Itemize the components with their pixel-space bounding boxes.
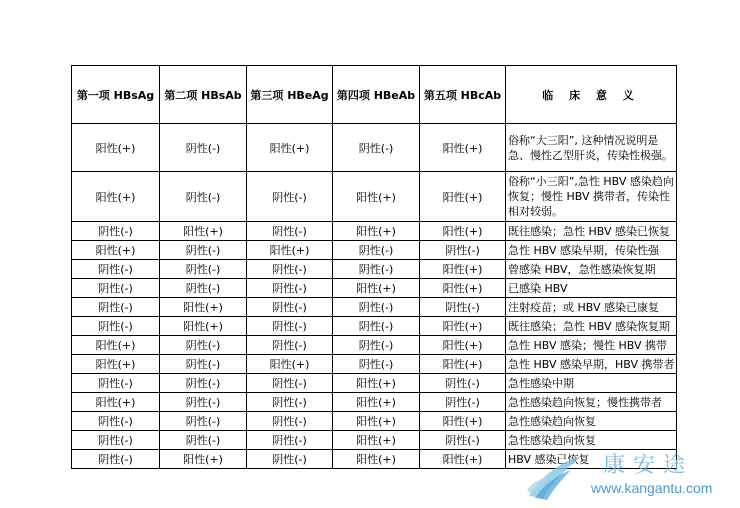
marker-result-cell: 阳性(+) xyxy=(420,317,506,336)
marker-result-cell: 阳性(+) xyxy=(333,222,420,241)
marker-result-cell: 阴性(-) xyxy=(72,374,160,393)
marker-result-cell: 阴性(-) xyxy=(247,336,333,355)
marker-result-cell: 阳性(+) xyxy=(247,355,333,374)
marker-result-cell: 阴性(-) xyxy=(72,222,160,241)
marker-result-cell: 阴性(-) xyxy=(247,393,333,412)
watermark-brand: 康安途 xyxy=(603,453,694,478)
marker-result-cell: 阳性(+) xyxy=(333,431,420,450)
marker-result-cell: 阴性(-) xyxy=(72,260,160,279)
marker-result-cell: 阳性(+) xyxy=(420,355,506,374)
marker-result-cell: 阴性(-) xyxy=(420,298,506,317)
marker-result-cell: 阴性(-) xyxy=(333,124,420,172)
table-row xyxy=(72,393,677,412)
table-row xyxy=(72,317,677,336)
marker-result-cell: 阳性(+) xyxy=(72,241,160,260)
clinical-meaning-cell: 已感染 HBV xyxy=(506,279,677,298)
marker-result-cell: 阴性(-) xyxy=(160,374,247,393)
table-row xyxy=(72,124,677,172)
table-row xyxy=(72,222,677,241)
marker-result-cell: 阴性(-) xyxy=(160,260,247,279)
marker-result-cell: 阳性(+) xyxy=(333,412,420,431)
clinical-meaning-cell: 急性感染趋向恢复 xyxy=(506,431,677,450)
marker-result-cell: 阴性(-) xyxy=(160,412,247,431)
header-hbsab: 第二项 HBsAb xyxy=(160,66,247,124)
marker-result-cell: 阴性(-) xyxy=(420,374,506,393)
clinical-meaning-cell: 既往感染；急性 HBV 感染恢复期 xyxy=(506,317,677,336)
header-clinical-meaning: 临 床 意 义 xyxy=(506,66,677,124)
watermark-url: www.kangantu.com xyxy=(591,480,713,496)
marker-result-cell: 阴性(-) xyxy=(247,222,333,241)
marker-result-cell: 阳性(+) xyxy=(333,450,420,469)
marker-result-cell: 阴性(-) xyxy=(247,172,333,222)
clinical-meaning-cell: 急性感染中期 xyxy=(506,374,677,393)
marker-result-cell: 阴性(-) xyxy=(160,279,247,298)
table-header-row xyxy=(72,66,677,124)
marker-result-cell: 阴性(-) xyxy=(160,393,247,412)
marker-result-cell: 阴性(-) xyxy=(247,260,333,279)
marker-result-cell: 阳性(+) xyxy=(420,222,506,241)
marker-result-cell: 阴性(-) xyxy=(247,431,333,450)
marker-result-cell: 阴性(-) xyxy=(247,298,333,317)
table-row xyxy=(72,279,677,298)
marker-result-cell: 阴性(-) xyxy=(247,279,333,298)
table-row xyxy=(72,298,677,317)
hbv-marker-table xyxy=(71,65,677,469)
header-hbcab: 第五项 HBcAb xyxy=(420,66,506,124)
clinical-meaning-cell: 急性 HBV 感染；慢性 HBV 携带 xyxy=(506,336,677,355)
marker-result-cell: 阴性(-) xyxy=(420,431,506,450)
kangantu-watermark xyxy=(525,448,735,504)
clinical-meaning-cell: 俗称“大三阳”, 这种情况说明是急、慢性乙型肝炎，传染性极强。 xyxy=(506,124,677,172)
marker-result-cell: 阴性(-) xyxy=(160,241,247,260)
marker-result-cell: 阳性(+) xyxy=(247,241,333,260)
marker-result-cell: 阳性(+) xyxy=(420,412,506,431)
marker-result-cell: 阴性(-) xyxy=(72,431,160,450)
marker-result-cell: 阴性(-) xyxy=(72,412,160,431)
marker-result-cell: 阳性(+) xyxy=(420,450,506,469)
table-row xyxy=(72,412,677,431)
marker-result-cell: 阳性(+) xyxy=(333,172,420,222)
marker-result-cell: 阴性(-) xyxy=(333,336,420,355)
marker-result-cell: 阳性(+) xyxy=(72,172,160,222)
marker-result-cell: 阴性(-) xyxy=(333,298,420,317)
marker-result-cell: 阴性(-) xyxy=(72,317,160,336)
marker-result-cell: 阳性(+) xyxy=(420,172,506,222)
clinical-meaning-cell: HBV 感染已恢复 xyxy=(506,450,677,469)
marker-result-cell: 阴性(-) xyxy=(333,317,420,336)
marker-result-cell: 阴性(-) xyxy=(333,355,420,374)
marker-result-cell: 阳性(+) xyxy=(247,124,333,172)
marker-result-cell: 阳性(+) xyxy=(420,279,506,298)
marker-result-cell: 阳性(+) xyxy=(333,279,420,298)
marker-result-cell: 阳性(+) xyxy=(420,336,506,355)
header-hbeab: 第四项 HBeAb xyxy=(333,66,420,124)
clinical-meaning-cell: 急性 HBV 感染早期，传染性强 xyxy=(506,241,677,260)
marker-result-cell: 阳性(+) xyxy=(72,124,160,172)
marker-result-cell: 阴性(-) xyxy=(160,124,247,172)
marker-result-cell: 阴性(-) xyxy=(333,241,420,260)
header-hbsag: 第一项 HBsAg xyxy=(72,66,160,124)
clinical-meaning-cell: 既往感染；急性 HBV 感染已恢复 xyxy=(506,222,677,241)
marker-result-cell: 阳性(+) xyxy=(420,260,506,279)
marker-result-cell: 阳性(+) xyxy=(160,222,247,241)
table-row xyxy=(72,241,677,260)
marker-result-cell: 阳性(+) xyxy=(333,374,420,393)
marker-result-cell: 阴性(-) xyxy=(247,317,333,336)
marker-result-cell: 阴性(-) xyxy=(72,279,160,298)
header-hbeag: 第三项 HBeAg xyxy=(247,66,333,124)
clinical-meaning-cell: 急性感染趋向恢复 xyxy=(506,412,677,431)
table-row xyxy=(72,260,677,279)
marker-result-cell: 阴性(-) xyxy=(247,412,333,431)
marker-result-cell: 阴性(-) xyxy=(72,450,160,469)
marker-result-cell: 阴性(-) xyxy=(247,374,333,393)
clinical-meaning-cell: 曾感染 HBV，急性感染恢复期 xyxy=(506,260,677,279)
clinical-meaning-cell: 俗称“小三阳”,急性 HBV 感染趋向恢复；慢性 HBV 携带者，传染性相对较弱。 xyxy=(506,172,677,222)
marker-result-cell: 阴性(-) xyxy=(420,393,506,412)
clinical-meaning-cell: 注射疫苗；或 HBV 感染已康复 xyxy=(506,298,677,317)
leaf-logo-icon xyxy=(525,450,585,500)
table-row xyxy=(72,336,677,355)
clinical-meaning-cell: 急性 HBV 感染早期，HBV 携带者 xyxy=(506,355,677,374)
marker-result-cell: 阳性(+) xyxy=(333,393,420,412)
marker-result-cell: 阴性(-) xyxy=(420,241,506,260)
marker-result-cell: 阴性(-) xyxy=(247,450,333,469)
table-row xyxy=(72,374,677,393)
marker-result-cell: 阴性(-) xyxy=(72,298,160,317)
marker-result-cell: 阴性(-) xyxy=(160,172,247,222)
marker-result-cell: 阴性(-) xyxy=(333,260,420,279)
table-row xyxy=(72,172,677,222)
marker-result-cell: 阳性(+) xyxy=(160,298,247,317)
marker-result-cell: 阳性(+) xyxy=(160,317,247,336)
marker-result-cell: 阳性(+) xyxy=(420,124,506,172)
table-row xyxy=(72,355,677,374)
marker-result-cell: 阳性(+) xyxy=(72,393,160,412)
marker-result-cell: 阴性(-) xyxy=(160,431,247,450)
marker-result-cell: 阴性(-) xyxy=(160,336,247,355)
clinical-meaning-cell: 急性感染趋向恢复；慢性携带者 xyxy=(506,393,677,412)
marker-result-cell: 阳性(+) xyxy=(160,450,247,469)
marker-result-cell: 阳性(+) xyxy=(72,355,160,374)
marker-result-cell: 阴性(-) xyxy=(160,355,247,374)
table-row xyxy=(72,431,677,450)
marker-result-cell: 阳性(+) xyxy=(72,336,160,355)
